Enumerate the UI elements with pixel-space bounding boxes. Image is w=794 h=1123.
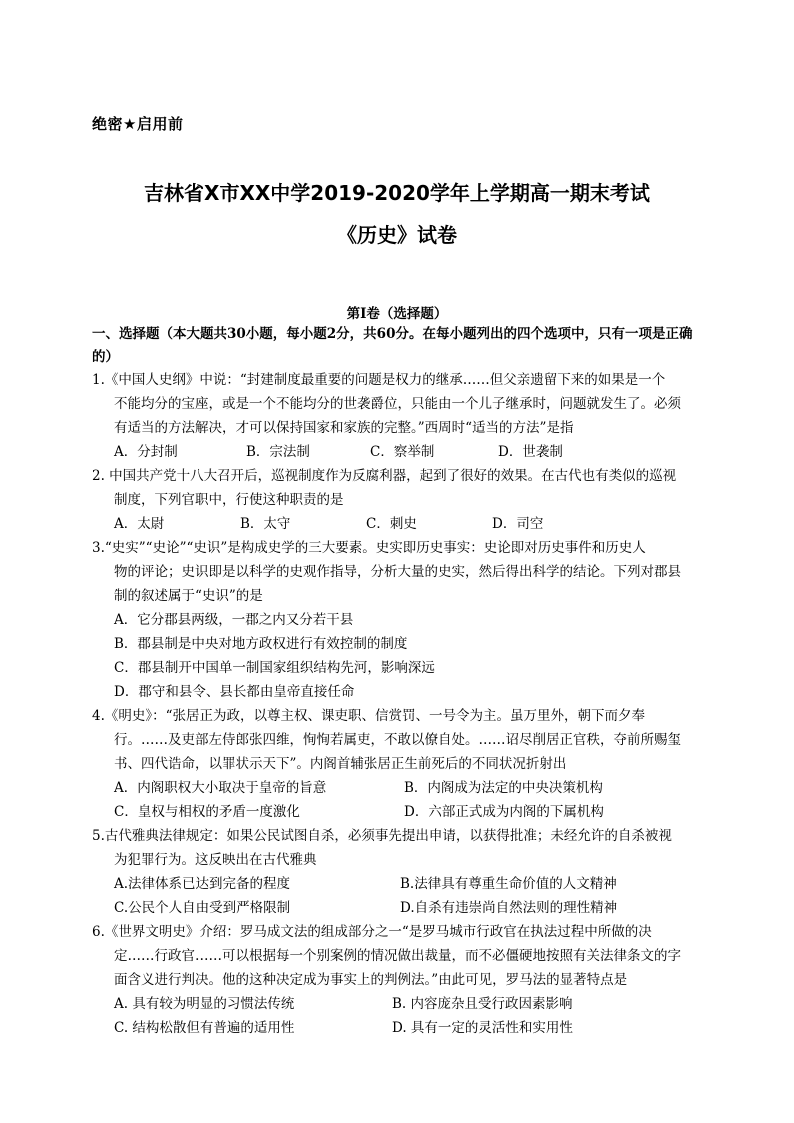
exam-subtitle: 《历史》试卷 (337, 223, 457, 247)
question-2-line-2: 制度，下列官职中，行使这种职责的是 (114, 492, 344, 508)
section-instruction: 一、选择题（本大题共30小题，每小题2分，共60分。在每小题列出的四个选项中，只有一项是正确的） (92, 326, 693, 365)
question-5-line-1: 5.古代雅典法律规定：如果公民试图自杀，必须事先提出申请，以获得批准；未经允许的自杀被视 (92, 828, 672, 844)
question-4-option-b: B．内阁成为法定的中央决策机构 (404, 780, 603, 796)
question-2-option-a: A．太尉 (114, 516, 165, 532)
confidential-mark: 绝密★启用前 (92, 115, 184, 133)
question-6-option-b: B. 内容庞杂且受行政因素影响 (392, 996, 573, 1012)
question-1-line-1: 1.《中国人史纲》中说：“封建制度最重要的问题是权力的继承……但父亲遗留下来的如果是一个 (92, 372, 666, 388)
question-6-option-a: A. 具有较为明显的习惯法传统 (114, 996, 295, 1012)
question-3-line-1: 3.“史实”“史论”“史识”是构成史学的三大要素。史实即历史事实：史论即对历史事件和历史人 (92, 540, 646, 556)
question-5-option-c: C.公民个人自由受到严格限制 (114, 900, 291, 916)
question-3-line-2: 物的评论；史识即是以科学的史观作指导，分析大量的史实，然后得出科学的结论。下列对郡县 (114, 564, 681, 580)
question-4-line-1: 4.《明史》：“张居正为政，以尊主权、课吏职、信赏罚、一号令为主。虽万里外，朝下而夕奉 (92, 708, 646, 724)
question-3-option-a: A．它分郡县两级，一郡之内又分若干县 (114, 612, 354, 628)
question-5-option-d: D.自杀有违崇尚自然法则的理性精神 (400, 900, 618, 916)
question-5-option-b: B.法律具有尊重生命价值的人文精神 (400, 876, 617, 892)
question-1-option-a: A．分封制 (114, 444, 178, 460)
question-4-option-d: D．六部正式成为内阁的下属机构 (404, 804, 604, 820)
section-title: 第I卷（选择题） (346, 306, 448, 322)
question-4-option-c: C．皇权与相权的矛盾一度激化 (114, 804, 300, 820)
question-2-option-b: B．太守 (240, 516, 291, 532)
question-4-line-3: 书、四代诰命，以罪状示天下”。内阁首辅张居正生前死后的不同状况折射出 (114, 756, 567, 772)
question-1-option-d: D．世袭制 (498, 444, 563, 460)
question-3-line-3: 制的叙述属于“史识”的是 (114, 588, 263, 604)
question-4-option-a: A．内阁职权大小取决于皇帝的旨意 (114, 780, 327, 796)
question-3-option-d: D．郡守和县令、县长都由皇帝直接任命 (114, 684, 355, 700)
question-6-option-d: D. 具有一定的灵活性和实用性 (392, 1020, 573, 1036)
question-3-option-c: C．郡县制开中国单一制国家组织结构先河，影响深远 (114, 660, 435, 676)
question-1-line-3: 有适当的方法解决，才可以保持国家和家族的完整。”西周时“适当的方法”是指 (114, 420, 574, 436)
question-3-option-b: B．郡县制是中央对地方政权进行有效控制的制度 (114, 636, 408, 652)
question-5-line-2: 为犯罪行为。这反映出在古代雅典 (114, 852, 317, 868)
question-1-option-b: B．宗法制 (246, 444, 310, 460)
question-1-option-c: C．察举制 (370, 444, 435, 460)
exam-title: 吉林省X市XX中学2019-2020学年上学期高一期末考试 (144, 181, 650, 205)
question-6-line-1: 6.《世界文明史》介绍：罗马成文法的组成部分之一“是罗马城市行政官在执法过程中所做的决 (92, 924, 652, 940)
question-4-line-2: 行。……及吏部左侍郎张四维，恂恂若属吏，不敢以僚自处。……诏尽削居正官秩，夺前所赐玺 (114, 732, 681, 748)
question-5-option-a: A.法律体系已达到完备的程度 (114, 876, 291, 892)
question-2-line-1: 2. 中国共产党十八大召开后，巡视制度作为反腐利器，起到了很好的效果。在古代也有类似的巡视 (92, 468, 677, 484)
question-2-option-c: C．刺史 (366, 516, 417, 532)
question-6-option-c: C. 结构松散但有普遍的适用性 (114, 1020, 295, 1036)
question-1-line-2: 不能均分的宝座，或是一个不能均分的世袭爵位，只能由一个儿子继承时，问题就发生了。必须 (114, 396, 681, 412)
question-6-line-3: 面含义进行判决。他的这种决定成为事实上的判例法。”由此可见，罗马法的显著特点是 (114, 972, 628, 988)
question-6-line-2: 定……行政官……可以根据每一个别案例的情况做出裁量，而不必僵硬地按照有关法律条文的字 (114, 948, 681, 964)
question-2-option-d: D．司空 (492, 516, 544, 532)
